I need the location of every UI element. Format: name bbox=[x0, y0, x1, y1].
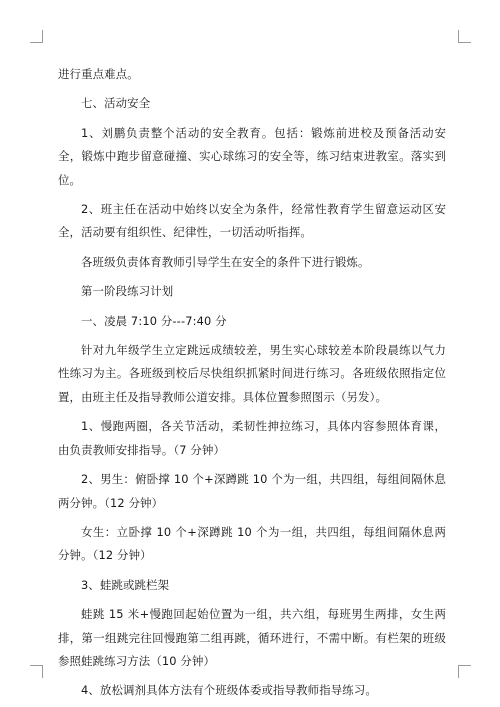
crop-mark-top-left bbox=[30, 30, 43, 43]
paragraph: 女生：立卧撑 10 个+深蹲跳 10 个为一组，共四组，每组间隔休息两分钟。（12 分钟） bbox=[58, 524, 446, 563]
section-heading: 七、活动安全 bbox=[81, 96, 151, 111]
paragraph: 4、放松调剂具体方法有个班级体委或指导教师指导练习。 bbox=[81, 683, 377, 698]
document-body bbox=[58, 63, 446, 703]
crop-mark-top-right bbox=[458, 30, 471, 43]
paragraph: 2、班主任在活动中始终以安全为条件，经常性教育学生留意运动区安全，活动要有组织性、纪律性，一切活动听指挥。 bbox=[58, 202, 446, 240]
paragraph: 1、慢跑两圈，各关节活动，柔韧性抻拉练习，具体内容参照体育课，由负责教师安排指导。（7 分钟） bbox=[58, 419, 446, 457]
paragraph: 针对九年级学生立定跳远成绩较差，男生实心球较差本阶段晨练以气力性练习为主。各班级到校后尽快组织抓紧时间进行练习。各班级依照指定位置，由班主任及指导教师公道安排。具体位置参照图示（另发）。 bbox=[58, 343, 446, 404]
paragraph: 1、刘鹏负责整个活动的安全教育。包括：锻炼前进校及预备活动安全，锻炼中跑步留意碰撞、实心球练习的安全等，练习结束进教室。落实到位。 bbox=[58, 125, 446, 187]
crop-mark-bottom-left bbox=[30, 665, 43, 678]
section-heading: 3、蛙跳或跳栏架 bbox=[81, 577, 170, 592]
paragraph: 2、男生：俯卧撑 10 个+深蹲跳 10 个为一组，共四组，每组间隔休息两分钟。（12 分钟） bbox=[58, 472, 446, 510]
section-heading: 一、凌晨 7:10 分---7:40 分 bbox=[81, 313, 227, 328]
section-heading: 第一阶段练习计划 bbox=[81, 284, 174, 299]
paragraph: 蛙跳 15 米+慢跑回起始位置为一组，共六组，每班男生两排，女生两排，第一组跳完往回慢跑第二组再跳，循环进行，不需中断。有栏架的班级参照蛙跳练习方法（10 分钟） bbox=[58, 607, 446, 668]
paragraph: 进行重点难点。 bbox=[58, 67, 139, 81]
crop-mark-bottom-right bbox=[458, 665, 471, 678]
paragraph: 各班级负责体育教师引导学生在安全的条件下进行锻炼。 bbox=[81, 254, 370, 269]
